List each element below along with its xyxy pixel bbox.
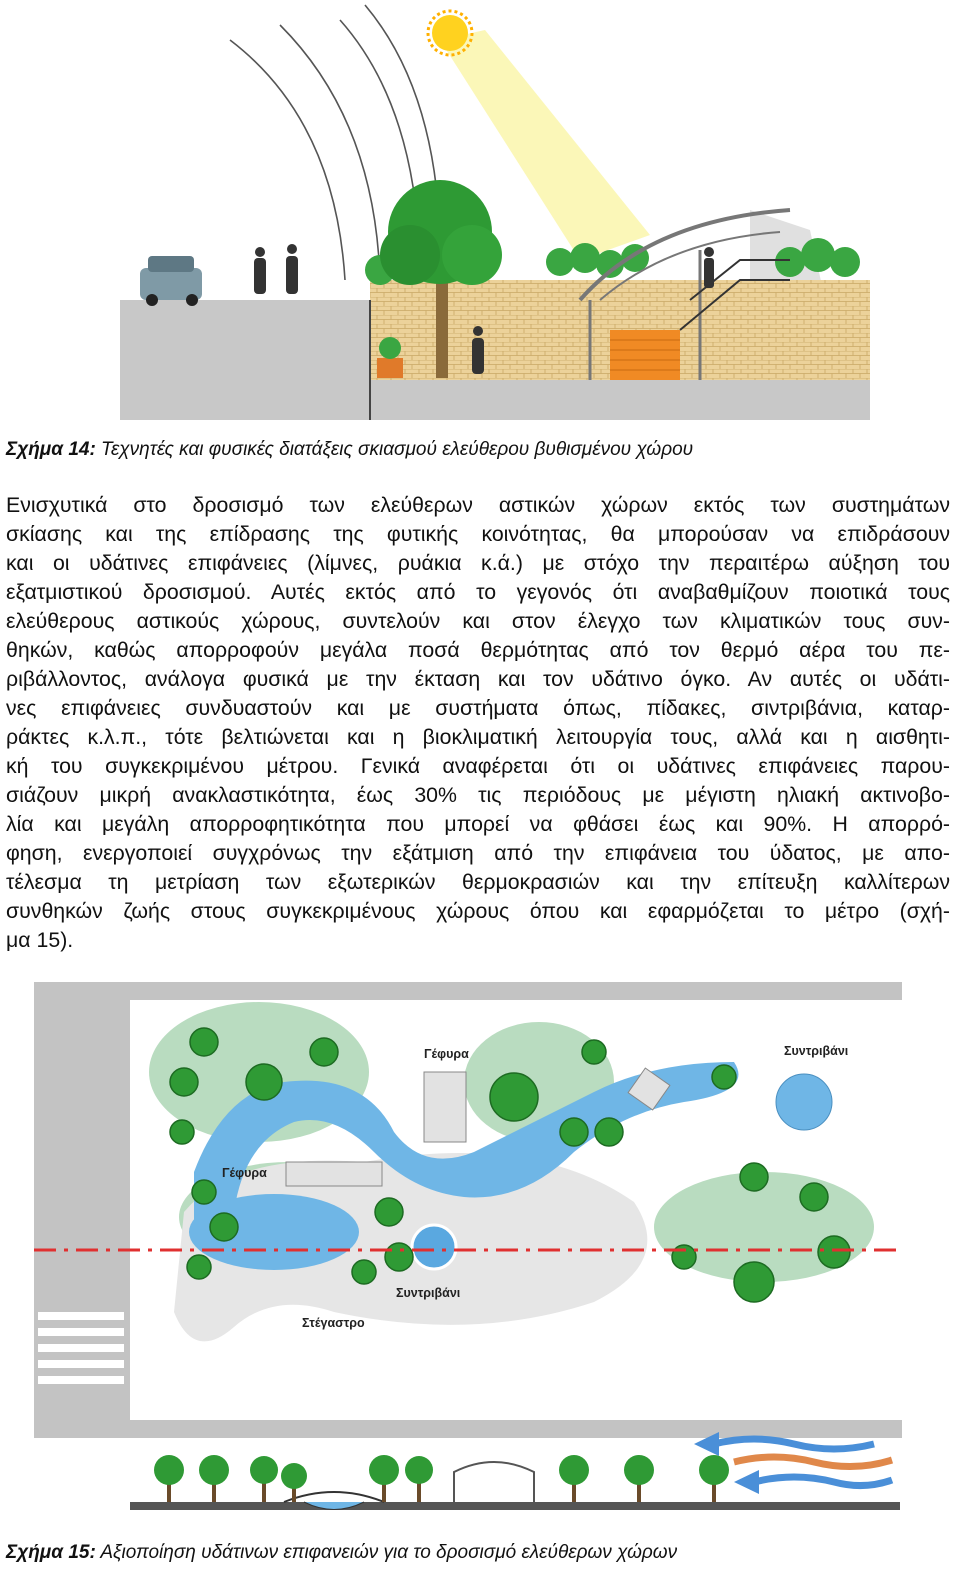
paragraph-line: φηση, ενεργοποιεί συγχρόνως την εξάτμιση από την επιφάνεια του ύδατος, με απο- — [6, 841, 950, 865]
label-bridge-left: Γέφυρα — [222, 1166, 267, 1180]
fountain-top-icon — [776, 1074, 832, 1130]
car-icon — [140, 256, 202, 306]
paragraph-line: Ενισχυτικά στο δροσισμό των ελεύθερων αστικών χώρων εκτός των συστημάτων — [6, 493, 950, 517]
fountain-center-icon — [412, 1225, 456, 1269]
paragraph-line: ράκτες κ.λ.π., τότε βελτιώνεται και η βιοκλιματική λειτουργία τους, αλλά και η αισθητι- — [6, 725, 950, 749]
label-fountain-top: Συντριβάνι — [784, 1044, 849, 1058]
figure-15-caption-text: Αξιοποίηση υδάτινων επιφανειών για το δροσισμό ελεύθερων χώρων — [95, 1542, 678, 1563]
figure-15-illustration — [34, 982, 902, 1528]
paragraph-line: νες επιφάνειες συνδυαστούν και με συστήματα όπως, πίδακες, σιντριβάνια, καταρ- — [6, 696, 950, 720]
paragraph-line: ριβάλλοντος, ανάλογα φυσικά με την έκταση και τον υδάτινο όγκο. Αν αυτές οι υδάτι- — [6, 667, 950, 691]
label-shelter: Στέγαστρο — [302, 1316, 365, 1330]
figure-14-illustration — [90, 0, 890, 428]
paragraph-line: κή του συγκεκριμένου μέτρου. Γενικά αναφέρεται ότι οι υδάτινες επιφάνειες παρου- — [6, 754, 950, 778]
body-paragraph — [6, 491, 950, 955]
label-fountain-center: Συντριβάνι — [396, 1286, 461, 1300]
paragraph-line: και οι υδάτινες επιφάνειες (λίμνες, ρυάκια κ.ά.) με στόχο την περαιτέρω αύξηση του — [6, 551, 950, 575]
section-trees — [154, 1455, 729, 1502]
paragraph-line: λία και μεγάλη απορροφητικότητα που μπορεί να φθάσει έως και 90%. Η απορρό- — [6, 812, 950, 836]
section-view — [130, 1432, 900, 1510]
figure-14-caption-text: Τεχνητές και φυσικές διατάξεις σκιασμού ελεύθερου βυθισμένου χώρου — [95, 439, 694, 460]
ground-section — [120, 280, 870, 420]
paragraph-line: συνθηκών ζωής στους συγκεκριμένους χώρους όπου και εφαρμόζεται το μέτρο (σχή- — [6, 899, 950, 923]
paragraph-line: σιάζουν μικρή ανακλαστικότητα, έως 30% τις περιόδους με μέγιστη ηλιακή ακτινοβο- — [6, 783, 950, 807]
paragraph-line: θηκών, καθώς απορροφούν μεγάλα ποσά θερμότητας από τον θερμό αέρα του πε- — [6, 638, 950, 662]
paragraph-line: τέλεσμα τη μετρίαση των εξωτερικών θερμοκρασιών και την επίτευξη καλλίτερων — [6, 870, 950, 894]
bridge-top-icon — [424, 1072, 466, 1142]
label-bridge-top: Γέφυρα — [424, 1047, 469, 1061]
figure-15-caption — [6, 1541, 946, 1565]
paragraph-line: μα 15). — [6, 928, 74, 952]
paragraph-line: ελεύθερους αστικούς χώρους, συντελούν και στον έλεγχο των κλιματικών τους συν- — [6, 609, 950, 633]
figure-15-caption-number: Σχήμα 15: — [6, 1542, 96, 1563]
figure-14-caption-number: Σχήμα 14: — [6, 439, 96, 460]
paragraph-line: σκίασης και της επίδρασης της φυτικής κοινότητας, θα μπορούσαν να επιδράσουν — [6, 522, 950, 546]
figure-14-caption — [6, 438, 946, 462]
bridge-left-icon — [286, 1162, 382, 1186]
paragraph-line: εξατμιστικού δροσισμού. Αυτές εκτός από το γεγονός ότι αναβαθμίζουν ποιοτικά τους — [6, 580, 950, 604]
